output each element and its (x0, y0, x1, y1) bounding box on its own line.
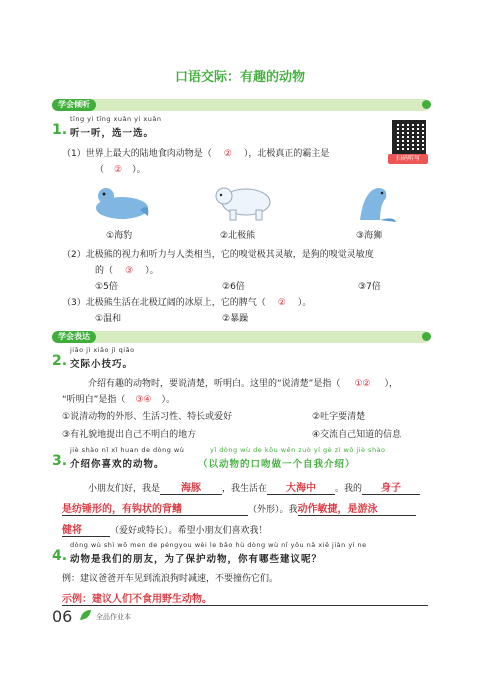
page-number: 06 (52, 607, 73, 626)
q2-text: 交际小技巧。 (70, 359, 134, 370)
q1-p2c: ）。 (145, 266, 159, 276)
q3-line1 (88, 479, 420, 495)
q2-opt1: ①说清动物的外形、生活习性、特长或爱好 (62, 412, 233, 422)
q1-p3b: ）。 (297, 298, 312, 308)
q3-l1a: 小朋友们好，我是 (88, 484, 161, 494)
q1-p2a: （2）北极熊的视力和听力与人类相当，它的嗅觉极其灵敏，是狗的嗅觉灵敏度 (62, 250, 374, 260)
q2-opt3: ③有礼貌地提出自己不明白的地方 (62, 430, 197, 440)
q2-pinyin: jiāo jì xiǎo jì qiǎo (70, 346, 135, 354)
q3-line2 (62, 500, 416, 516)
q3-pinyin2: yǐ dòng wù de kǒu wěn zuò yí gè zì wǒ jiè shào (210, 446, 386, 454)
animal-option-1: ①海豹 (106, 231, 133, 241)
page-title: 口语交际：有趣的动物 (174, 70, 305, 85)
section-bar-listen (52, 99, 430, 111)
q4-answer: 示例：建议人们不食用野生动物。 (62, 590, 428, 606)
q1-p1b: ），北极真正的霸主是 (243, 149, 330, 159)
q1-p1c-open: （ (95, 165, 105, 175)
q4-text: 动物是我们的朋友，为了保护动物，你有哪些建议呢？ (70, 554, 323, 565)
q3-l1b: ，我生活在 (222, 484, 268, 494)
q4-number: 4. (52, 548, 68, 564)
q1-p3a: （3）北极熊生活在北极辽阔的冰原上，它的脾气（ (62, 298, 266, 308)
q1-p1c (95, 162, 146, 175)
q2-number: 2. (52, 353, 68, 369)
q3-answer-animal: 海豚 (160, 479, 222, 495)
q3-answer-skill: 动作敏捷，是游泳 (298, 500, 416, 516)
q1-pinyin: tīng yi tīng xuǎn yi xuǎn (70, 115, 162, 123)
q1-p2b-text: 的（ (95, 266, 114, 276)
section-bar-express (52, 331, 430, 343)
q3-l1c: 。我的 (335, 484, 363, 494)
q1-p2-opt1: ①5倍 (95, 282, 118, 292)
q3-line3 (62, 521, 268, 537)
q2-opt2: ②吐字要清楚 (312, 412, 366, 422)
q2-p1b: ）， (384, 379, 398, 389)
seal-illustration (92, 178, 152, 223)
q1-p1c-close: ）。 (132, 165, 146, 175)
q2-p2 (62, 392, 175, 405)
q3-l3a: （爱好或特长）。希望小朋友们喜欢我！ (110, 526, 268, 536)
leaf-logo-icon (78, 608, 92, 622)
q2-p2b: ）。 (161, 395, 175, 405)
q1-p2-answer: ③ (125, 266, 134, 276)
section-tag-express: 学会表达 (52, 331, 96, 343)
q2-p1-answer: ①② (354, 379, 371, 389)
q2-p2a: “听明白”是指（ (62, 395, 126, 405)
q1-p1 (62, 146, 329, 159)
sea-lion-illustration (350, 180, 400, 225)
q3-l2a: （外形）。我 (248, 505, 298, 515)
q3-pinyin: jiè shào nǐ xǐ huan de dòng wù (70, 446, 185, 454)
q1-p3-opt2: ②暴躁 (222, 314, 249, 324)
q1-number: 1. (52, 122, 68, 138)
q3-number: 3. (52, 453, 68, 469)
q2-opt4: ④交流自己知道的信息 (312, 430, 402, 440)
q4-pinyin: dòng wù shì wǒ men de péngyou wèi le bǎo hù dòng wù nǐ yǒu nǎ xiē jiàn yì ne (70, 541, 367, 549)
q1-p3-opt1: ①温和 (95, 314, 122, 324)
animal-option-3: ③海狮 (356, 231, 383, 241)
qr-label: 扫码听写 (388, 154, 428, 164)
q2-p1 (88, 376, 398, 389)
qr-code[interactable] (392, 120, 426, 154)
q1-text: 听一听，选一选。 (70, 128, 155, 139)
q3-answer-body: 身子 (362, 479, 420, 495)
q1-p3 (62, 295, 311, 308)
q1-p3-answer: ② (277, 298, 286, 308)
q3-text2: （以动物的口吻做一个自我介绍） (198, 459, 356, 470)
q2-p2-answer: ③④ (135, 395, 152, 405)
animal-option-2: ②北极熊 (220, 231, 256, 241)
leaf-icon (422, 100, 431, 109)
q1-p1a: （1）世界上最大的陆地食肉动物是（ (62, 149, 212, 159)
q3-answer-habitat: 大海中 (267, 479, 335, 495)
q2-p1a: 介绍有趣的动物时，要说清楚，听明白。这里的“说清楚”是指（ (88, 379, 341, 389)
q1-p1a-answer: ② (223, 149, 232, 159)
q1-p1c-answer: ② (114, 165, 123, 175)
q4-example: 例：建议爸爸开车见到流浪狗时减速，不要撞伤它们。 (62, 574, 279, 584)
q3-answer-skill-cont: 健将 (62, 521, 110, 537)
q3-text: 介绍你喜欢的动物。 (70, 459, 165, 470)
q3-answer-appearance: 是纺锤形的，有钩状的背鳍 (62, 500, 248, 516)
polar-bear-illustration (212, 178, 274, 223)
book-name: 全品作业本 (96, 613, 131, 621)
q1-p2b (95, 263, 159, 276)
section-tag-listen: 学会倾听 (52, 99, 96, 111)
q1-p2-opt3: ③7倍 (358, 282, 381, 292)
leaf-icon (422, 332, 431, 341)
q1-p2-opt2: ②6倍 (222, 282, 245, 292)
